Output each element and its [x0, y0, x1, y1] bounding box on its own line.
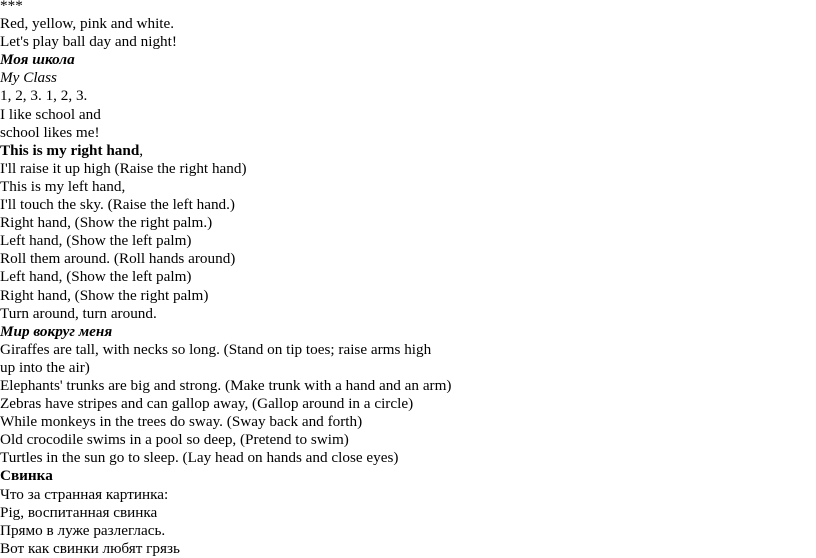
- poem-line: Elephants' trunks are big and strong. (Make trunk with a hand and an arm): [0, 376, 452, 394]
- section-heading-world-around-me: Мир вокруг меня: [0, 322, 113, 340]
- poem-line: Вот как свинки любят грязь: [0, 539, 180, 557]
- poem-title-my-class: My Class: [0, 69, 57, 87]
- poem-line: Right hand, (Show the right palm.): [0, 214, 213, 232]
- poem-line: Right hand, (Show the right palm): [0, 286, 209, 304]
- poem-line: Giraffes are tall, with necks so long. (Stand on tip toes; raise arms high: [0, 340, 432, 358]
- poem-line: 1, 2, 3. 1, 2, 3.: [0, 87, 88, 105]
- title-punctuation: ,: [139, 141, 144, 159]
- poem-line: Прямо в луже разлеглась.: [0, 521, 166, 539]
- poem-line: Let's play ball day and night!: [0, 33, 177, 51]
- poem-line: school likes me!: [0, 123, 100, 141]
- section-heading-piggy: Свинка: [0, 467, 53, 485]
- poem-line: While monkeys in the trees do sway. (Sway back and forth): [0, 413, 363, 431]
- poem-line: Turtles in the sun go to sleep. (Lay head on hands and close eyes): [0, 449, 399, 467]
- poem-title-right-hand: [0, 142, 816, 160]
- section-separator: ***: [0, 0, 23, 14]
- poem-line: up into the air): [0, 358, 90, 376]
- poem-line: Roll them around. (Roll hands around): [0, 250, 236, 268]
- poem-line: Red, yellow, pink and white.: [0, 15, 175, 33]
- poem-line: Old crocodile swims in a pool so deep, (Pretend to swim): [0, 431, 349, 449]
- poem-line: I'll touch the sky. (Raise the left hand.): [0, 196, 235, 214]
- poem-line: Что за странная картинка:: [0, 485, 169, 503]
- poem-line: Left hand, (Show the left palm): [0, 232, 192, 250]
- section-heading-my-school: Моя школа: [0, 51, 75, 69]
- poem-line: Left hand, (Show the left palm): [0, 268, 192, 286]
- poem-line: Pig, воспитанная свинка: [0, 503, 158, 521]
- poem-line: Zebras have stripes and can gallop away, (Gallop around in a circle): [0, 395, 414, 413]
- poem-line: I'll raise it up high (Raise the right hand): [0, 159, 247, 177]
- bold-title-text: This is my right hand: [0, 141, 140, 159]
- poem-line: I like school and: [0, 105, 101, 123]
- poem-line: Turn around, turn around.: [0, 304, 157, 322]
- poem-line: This is my left hand,: [0, 177, 126, 195]
